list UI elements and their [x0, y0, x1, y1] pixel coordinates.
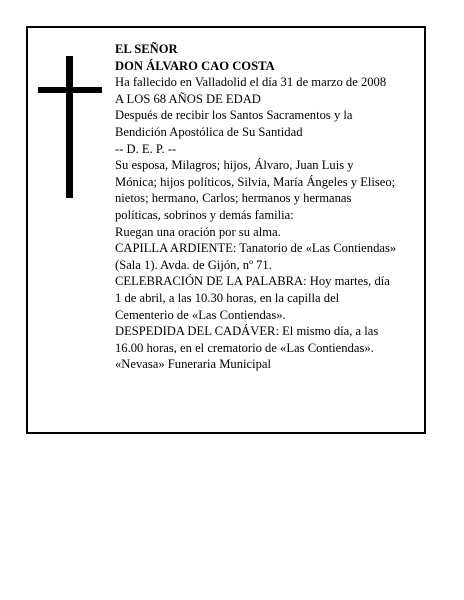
notice-heading-name: DON ÁLVARO CAO COSTA: [115, 58, 275, 73]
notice-line-age: A LOS 68 AÑOS DE EDAD: [115, 91, 261, 106]
notice-line-family-2: Mónica; hijos políticos, Silvia, María Ángeles y Eliseo;: [115, 174, 396, 189]
notice-line-blessing: Bendición Apostólica de Su Santidad: [115, 124, 303, 139]
notice-line-farewell-1: DESPEDIDA DEL CADÁVER: El mismo día, a las: [115, 324, 379, 339]
notice-line-funeral-home: «Nevasa» Funeraria Municipal: [115, 357, 271, 372]
notice-line-family-3: nietos; hermano, Carlos; hermanos y hermanas: [115, 191, 352, 206]
notice-line-sacraments: Después de recibir los Santos Sacramentos y la: [115, 108, 353, 123]
cross-vertical-bar: [66, 56, 73, 198]
notice-line-chapel-2: (Sala 1). Avda. de Gijón, nº 71.: [115, 257, 272, 272]
notice-line-family-1: Su esposa, Milagros; hijos, Álvaro, Juan Luis y: [115, 158, 354, 173]
notice-line-ceremony-1: CELEBRACIÓN DE LA PALABRA: Hoy martes, día: [115, 274, 390, 289]
notice-text: [115, 41, 427, 373]
notice-line-farewell-2: 16.00 horas, en el crematorio de «Las Contiendas».: [115, 340, 374, 355]
notice-line-ceremony-3: Cementerio de «Las Contiendas».: [115, 307, 286, 322]
obituary-notice: [26, 26, 426, 434]
notice-line-ceremony-2: 1 de abril, a las 10.30 horas, en la capilla del: [115, 290, 340, 305]
notice-line-rip: -- D. E. P. --: [115, 141, 177, 156]
notice-heading-title: EL SEÑOR: [115, 42, 178, 56]
latin-cross-icon: [38, 56, 102, 198]
notice-line-death: Ha fallecido en Valladolid el día 31 de marzo de 2008: [115, 75, 387, 90]
cross-horizontal-bar: [38, 87, 102, 93]
notice-line-prayer: Ruegan una oración por su alma.: [115, 224, 281, 239]
notice-line-family-4: políticas, sobrinos y demás familia:: [115, 207, 294, 222]
notice-line-chapel-1: CAPILLA ARDIENTE: Tanatorio de «Las Contiendas»: [115, 241, 397, 256]
